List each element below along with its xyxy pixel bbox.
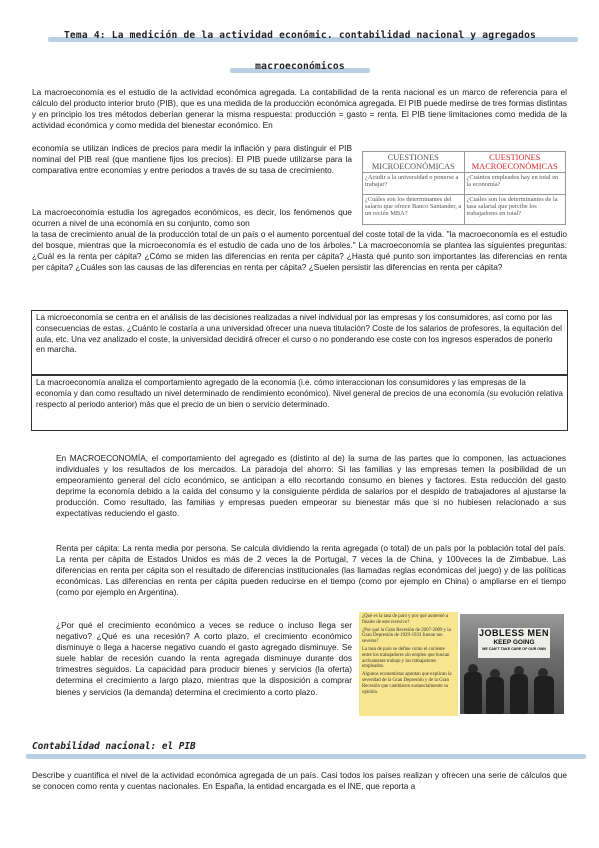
table-header-macro: CUESTIONES MACROECONÓMICAS (464, 152, 566, 173)
pib-paragraph: Describe y cuantifica el nivel de la actividad económica agregada de un país. Casi todos los países realizan y ofrecen una serie de cálculos que se conocen como renta y cuentas nacionales. En España, la entidad encargada es el INE, que reporta a (32, 770, 567, 792)
macroeconomics-box: La macroeconomía analiza el comportamiento agregado de la economía (i.e. cómo interaccionan los consumidores y las empresas de la economía y dan como resultado un nivel determinado de rendimiento económico). Nivel general de precios de una economía (su evolución relativa respecto al periodo anterior) más que el precio de un bien o servicio determinado. (31, 375, 568, 431)
sidebar-note (359, 612, 458, 716)
page-title-line-2: macroeconómicos (255, 61, 345, 72)
person-figure (486, 677, 504, 714)
table-cell: ¿Cuáles son los determinantes del salario que ofrece Banco Santander, a un recién MBA? (363, 194, 465, 224)
table-header-micro: CUESTIONES MICROECONÓMICAS (363, 152, 465, 173)
person-figure (534, 676, 554, 714)
section-title-pib: Contabilidad nacional: el PIB (32, 741, 196, 752)
table-cell: ¿Cuáles son los determinantes de la tasa salarial que percibe los trabajadores en total? (464, 194, 566, 224)
intro-paragraph-2: La macroeconomía estudia los agregados económicos, es decir, los fenómenos que ocurren a nivel de una economía en su conjunto, como son (32, 207, 352, 229)
microeconomics-box: La microeconomía se centra en el análisis de las decisiones realizadas a nivel individual por las empresas y los consumidores, así como por las consecuencias de estas. ¿Cuánto le costaría a una universidad ofrecer una nueva titulación? Coste de los salarios de profesores, la equitación del aula, etc. Una vez analizado el coste, la universidad decidirá ofrecer el curso o no ponderando ese coste con los ingresos esperados de ponerlo en marcha. (31, 310, 568, 375)
note-text: Algunos economistas apuntan que explican la severidad de la Gran Depresión y de la Gran Recesión que cambiaron sustancialmente su opinión. (362, 672, 452, 695)
table-cell: ¿Acudir a la universidad o ponerse a trabajar? (363, 173, 465, 195)
note-text: ¿Qué es la tasa de paro y por qué aumentó a finales de este recesivo? (362, 614, 449, 625)
sign-line-2: KEEP GOING (493, 639, 535, 646)
sign-line-3: WE CAN'T TAKE CARE OF OUR OWN (481, 647, 547, 651)
section-highlight (26, 754, 586, 759)
intro-paragraph-2-cont: la tasa de crecimiento anual de la producción total de un país o el aumento porcentual del coste total de la vida. "la macroeconomía es el estudio del bosque, mientras que la microeconomía es el estudio de cada uno de los árboles." La macroeconomía se plantea las siguientes preguntas: ¿Cuál es la renta per cápita? ¿Cómo se miden las diferencias en renta per cápita? ¿Hasta qué punto son importantes las diferencias en renta per cápita? ¿Cuáles son las causas de las diferencias en renta per cápita? ¿Suelen persistir las diferencias en renta per cápita? (32, 229, 567, 273)
person-figure (510, 674, 528, 714)
recession-paragraph: ¿Por qué el crecimiento económico a veces se reduce o incluso llega ser negativo? ¿Qué es una recesión? A corto plazo, el crecimiento económico disminuye o llega a hacerse negativo cuando el gasto agregado disminuye. Se suele hablar de recesión cuando la renta agregada disminuye durante dos trimestres seguidos. La capacidad para producir bienes y servicios (la oferta) determina el crecimiento a largo plazo, mientras que la disposición a comprar bienes y servicios (la demanda) determina el crecimiento a corto plazo. (56, 620, 352, 697)
sign-line-1: JOBLESS MEN (478, 628, 549, 638)
intro-paragraph-1-cont: economía se utilizan índices de precios para medir la inflación y para distinguir el PIB nominal del PIB real (que mantiene fijos los precios). El PIB puede utilizarse para la comparativa entre economías y entre periodos a través de su tasa de crecimiento. (32, 143, 352, 176)
page-title-line-1: Tema 4: La medición de la actividad económic. contabilidad nacional y agregados (63, 30, 537, 41)
per-capita-paragraph: Renta per cápita: La renta media por persona. Se calcula dividiendo la renta agregada (o total) de un país por la población total del país. La renta per cápita de Estados Unidos es más de 2 veces la de Portugal, 7 veces la de China, y 100veces la de Zimbabue. Las diferencias en renta per cápita son el resultado de diferencias institucionales (las llamadas reglas económicas del juego) y de las políticas económicas. Las diferencias en renta per cápita pueden reducirse en el tiempo (como por ejemplo en China) o ampliarse en el tiempo (como por ejemplo en Argentina). (56, 543, 566, 598)
paradox-paragraph: En MACROECONOMÍA, el comportamiento del agregado es (distinto al de) la suma de las partes que lo componen, las actuaciones individuales y los resultados de los mercados. La paradoja del ahorro: Si las familias y las empresas temen la posibilidad de un empeoramiento general del ciclo económico, se anticipan a ello recortando consumo en bienes y factores. Esta reducción del gasto deprime la economía debido a la caída del consumo y la consiguiente pérdida de salarios por el despido de trabajadores al ajustarse la producción. Como resultado, las familias y empresas pueden empeorar su bienestar más que si no hubiesen relacionado a sus expectativas reduciendo el gasto. (56, 453, 566, 519)
jobless-men-photo (460, 614, 564, 714)
person-figure (464, 672, 482, 714)
micro-macro-table (362, 151, 566, 225)
intro-paragraph-1: La macroeconomía es el estudio de la actividad económica agregada. La contabilidad de la renta nacional es un marco de referencia para el cálculo del producto interior bruto (PIB), que es una medida de la producción económica agregada. El PIB puede medirse de tres formas distintas y en principio los tres métodos deberían generar la misma respuesta: producción = gasto = renta. El PIB tiene limitaciones como medida de la actividad económica y como medida del bienestar económico. En (32, 87, 567, 131)
note-text: ¿Por qué la Gran Recesión de 2007-2009 y la Gran Depresión de 1929-1933 fueron tan severas? (362, 627, 451, 645)
photo-sign (478, 628, 550, 658)
table-cell: ¿Cuántos empleados hay en total en la economía? (464, 173, 566, 195)
note-text: La tasa de paro se define como el cociente entre los trabajadores sin empleo que buscan activamente trabajo y los trabajadores empleados. (362, 646, 450, 670)
